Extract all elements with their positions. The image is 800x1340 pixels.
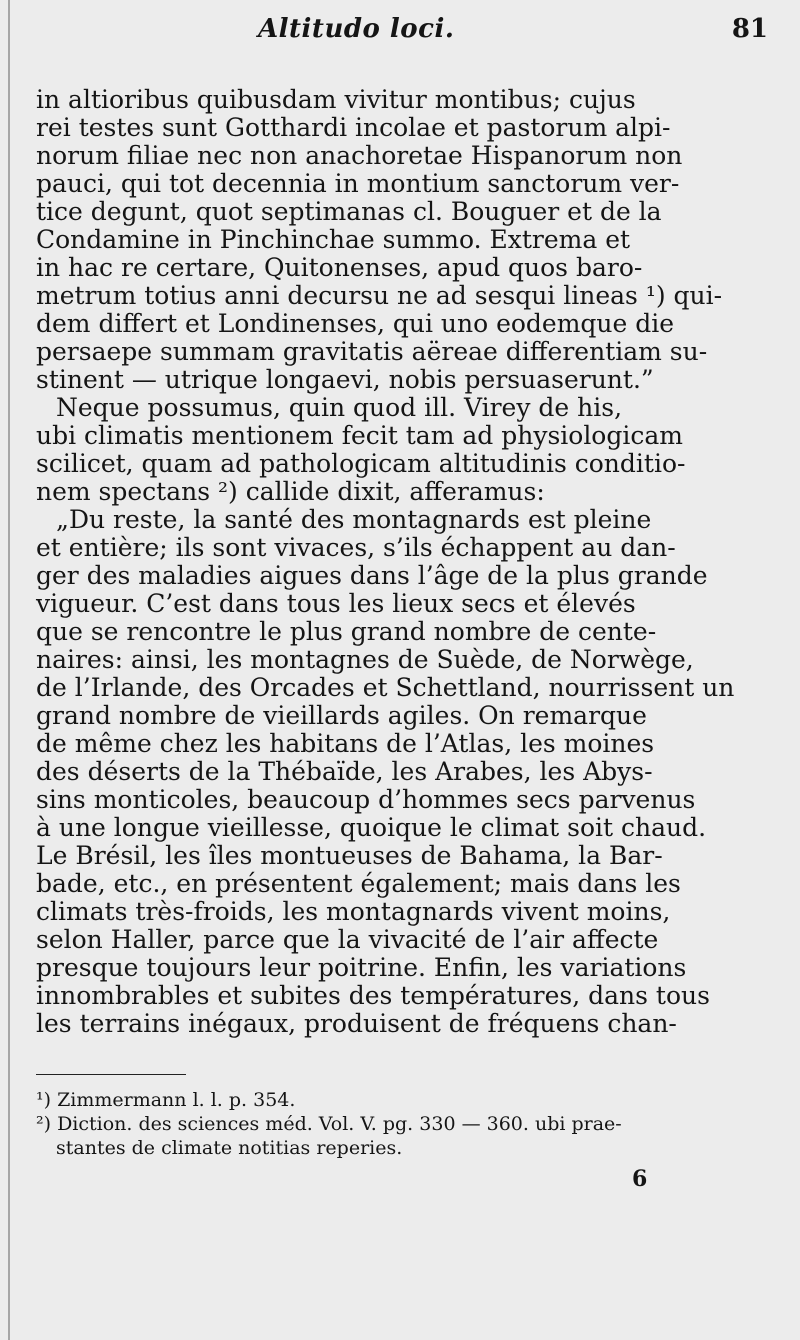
text-line: nem spectans ²) callide dixit, afferamus: bbox=[36, 477, 545, 506]
text-line: pauci, qui tot decennia in montium sanctorum ver- bbox=[36, 169, 680, 198]
text-line: naires: ainsi, les montagnes de Suède, de Norwège, bbox=[36, 645, 694, 674]
text-line: Condamine in Pinchinchae summo. Extrema et bbox=[36, 225, 631, 254]
running-title: Altitudo loci. bbox=[258, 14, 455, 44]
text-line: bade, etc., en présentent également; mais dans les bbox=[36, 869, 681, 898]
text-line: sins monticoles, beaucoup d’hommes secs parvenus bbox=[36, 785, 696, 814]
text-line: de l’Irlande, des Orcades et Schettland, nourrissent un bbox=[36, 673, 735, 702]
text-line: Neque possumus, quin quod ill. Virey de his, bbox=[56, 393, 623, 422]
text-line: rei testes sunt Gotthardi incolae et pastorum alpi- bbox=[36, 113, 671, 142]
text-line: grand nombre de vieillards agiles. On remarque bbox=[36, 701, 647, 730]
page-number: 81 bbox=[731, 14, 768, 44]
text-line: selon Haller, parce que la vivacité de l’air affecte bbox=[36, 925, 659, 954]
text-line: in hac re certare, Quitonenses, apud quos baro- bbox=[36, 253, 643, 282]
text-line: metrum totius anni decursu ne ad sesqui lineas ¹) qui- bbox=[36, 281, 723, 310]
text-line: scilicet, quam ad pathologicam altitudinis conditio- bbox=[36, 449, 686, 478]
text-line: tice degunt, quot septimanas cl. Bouguer et de la bbox=[36, 197, 662, 226]
text-line: innombrables et subites des températures, dans tous bbox=[36, 981, 710, 1010]
signature-mark: 6 bbox=[632, 1166, 648, 1192]
page-header bbox=[258, 14, 768, 48]
text-line: in altioribus quibusdam vivitur montibus; cujus bbox=[36, 85, 636, 114]
gutter-line bbox=[8, 0, 10, 1340]
text-line: norum filiae nec non anachoretae Hispanorum non bbox=[36, 141, 683, 170]
text-line: persaepe summam gravitatis aëreae differentiam su- bbox=[36, 337, 708, 366]
text-line: ubi climatis mentionem fecit tam ad physiologicam bbox=[36, 421, 683, 450]
footnote-1: ¹) Zimmermann l. l. p. 354. bbox=[36, 1089, 296, 1111]
text-line: les terrains inégaux, produisent de fréquens chan- bbox=[36, 1009, 677, 1038]
text-line: de même chez les habitans de l’Atlas, les moines bbox=[36, 729, 655, 758]
footnote-2-cont: stantes de climate notitias reperies. bbox=[56, 1137, 403, 1159]
text-line: des déserts de la Thébaïde, les Arabes, les Abys- bbox=[36, 757, 653, 786]
text-line: „Du reste, la santé des montagnards est pleine bbox=[56, 505, 652, 534]
text-line: ger des maladies aigues dans l’âge de la plus grande bbox=[36, 561, 708, 590]
text-line: Le Brésil, les îles montueuses de Bahama, la Bar- bbox=[36, 841, 663, 870]
text-line: vigueur. C’est dans tous les lieux secs et élevés bbox=[36, 589, 636, 618]
text-line: presque toujours leur poitrine. Enfin, les variations bbox=[36, 953, 687, 982]
text-line: à une longue vieillesse, quoique le climat soit chaud. bbox=[36, 813, 707, 842]
text-line: climats très-froids, les montagnards vivent moins, bbox=[36, 897, 671, 926]
text-line: stinent — utrique longaevi, nobis persuaserunt.” bbox=[36, 365, 654, 394]
text-line: que se rencontre le plus grand nombre de cente- bbox=[36, 617, 657, 646]
text-line: et entière; ils sont vivaces, s’ils échappent au dan- bbox=[36, 533, 676, 562]
footnote-rule bbox=[36, 1074, 186, 1075]
footnote-2: ²) Diction. des sciences méd. Vol. V. pg. 330 — 360. ubi prae- bbox=[36, 1113, 622, 1135]
text-line: dem differt et Londinenses, qui uno eodemque die bbox=[36, 309, 675, 338]
